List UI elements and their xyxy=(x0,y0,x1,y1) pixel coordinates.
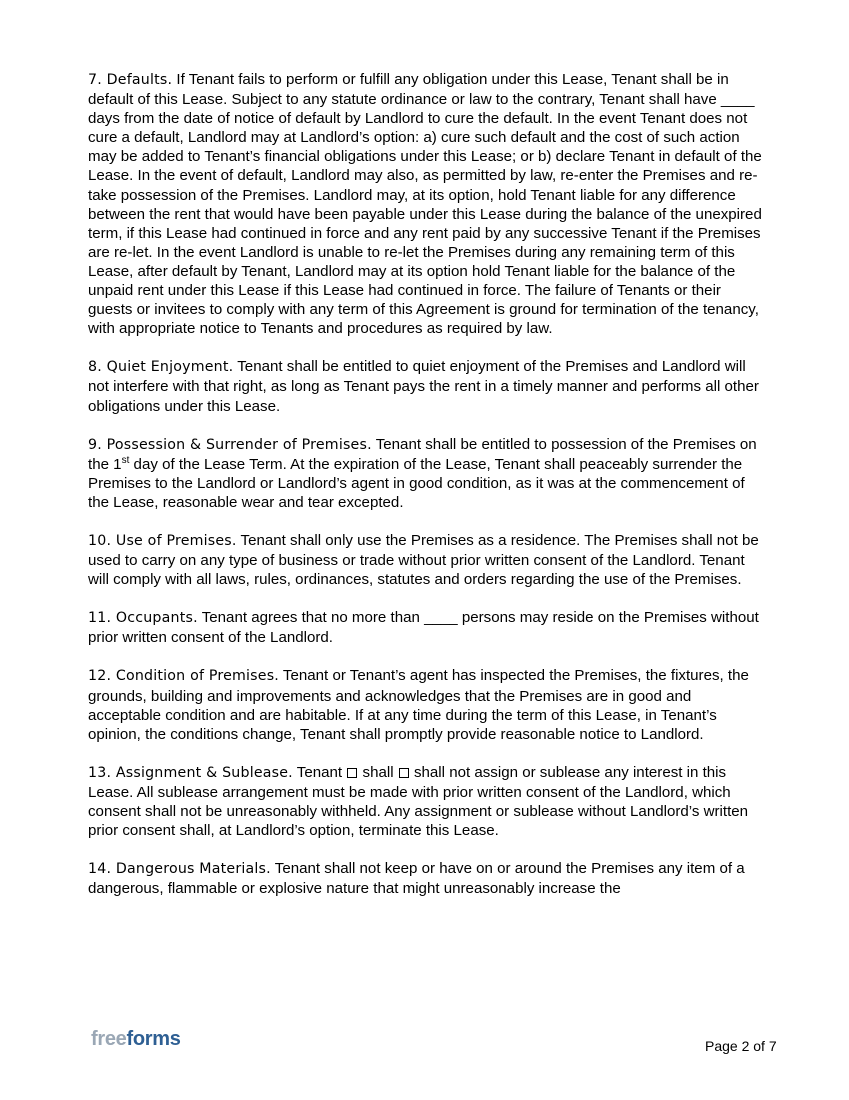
ordinal-suffix: st xyxy=(121,454,130,466)
section-text: Tenant shall be entitled to possession of the Premises on the 1 xyxy=(88,435,757,473)
section-text: Tenant shall not keep or have on or around the Premises any item of a dangerous, flammable or explosive nature that might unreasonably increase the xyxy=(88,860,745,898)
section-condition-of-premises xyxy=(88,666,768,743)
section-heading: 9. Possession & Surrender of Premises. xyxy=(88,436,372,453)
section-possession-surrender xyxy=(88,435,768,512)
section-heading: 10. Use of Premises. xyxy=(88,532,237,549)
section-heading: 13. Assignment & Sublease. xyxy=(88,764,293,781)
section-text: shall xyxy=(358,763,398,781)
section-heading: 12. Condition of Premises. xyxy=(88,668,280,685)
section-text: Tenant shall be entitled to quiet enjoyment of the Premises and Landlord will not interfere with that right, as long as Tenant pays the rent in a timely manner and performs all other obligations under this Lease. xyxy=(88,358,759,415)
document-body xyxy=(88,70,768,917)
logo-free-text: free xyxy=(91,1028,127,1050)
section-heading: 8. Quiet Enjoyment. xyxy=(88,359,234,376)
section-text: day of the Lease Term. At the expiration of the Lease, Tenant shall peaceably surrender the Premises to the Landlord or Landlord’s agent in good condition, as it was at the commencement of the Lease, reasonable wear and tear excepted. xyxy=(88,455,745,511)
logo-forms-text: forms xyxy=(126,1028,181,1050)
section-text: If Tenant fails to perform or fulfill any obligation under this Lease, Tenant shall be in default of this Lease. Subject to any statute ordinance or law to the contrary, Tenant shall have ____ days from the date of notice of default by Landlord to cure the default. In the event Tenant does not cure a default, Landlord may at Landlord’s option: a) cure such default and the cost of such action may be added to Tenant’s financial obligations under this Lease; or b) declare Tenant in default of the Lease. In the event of default, Landlord may also, as permitted by law, re-enter the Premises and re-take possession of the Premises. Landlord may, at its option, hold Tenant liable for any difference between the rent that would have been payable under this Lease during the balance of the unexpired term, if this Lease had continued in force and any rent paid by any successive Tenant if the Premises are re-let. In the event Landlord is unable to re-let the Premises during any remaining term of this Lease, after default by Tenant, Landlord may at its option hold Tenant liable for the balance of the unpaid rent under this Lease if this Lease had continued in force. The failure of Tenants or their guests or invitees to comply with any term of this Agreement is ground for termination of the tenancy, with appropriate notice to Tenants and procedures as required by law. xyxy=(88,71,762,338)
shall-not-checkbox[interactable] xyxy=(399,768,409,778)
section-text: Tenant shall only use the Premises as a residence. The Premises shall not be used to carry on any type of business or trade without prior written consent of the Landlord. Tenant will comply with all laws, rules, ordinances, statutes and orders regarding the use of the Premises. xyxy=(88,531,759,589)
shall-checkbox[interactable] xyxy=(347,768,357,778)
section-defaults xyxy=(88,70,768,338)
section-use-of-premises xyxy=(88,531,768,589)
section-occupants xyxy=(88,608,768,647)
section-dangerous-materials xyxy=(88,859,768,898)
section-heading: 7. Defaults. xyxy=(88,72,173,88)
page-number: Page 2 of 7 xyxy=(705,1038,777,1054)
section-heading: 11. Occupants. xyxy=(88,610,198,627)
section-quiet-enjoyment xyxy=(88,357,768,415)
section-text: Tenant agrees that no more than ____ persons may reside on the Premises without prior written consent of the Landlord. xyxy=(88,609,759,647)
section-text: Tenant or Tenant’s agent has inspected the Premises, the fixtures, the grounds, building and improvements and acknowledges that the Premises are in good and acceptable condition and are habitable. If at any time during the term of this Lease, in Tenant’s opinion, the conditions change, Tenant shall promptly provide reasonable notice to Landlord. xyxy=(88,667,749,743)
section-assignment-sublease xyxy=(88,763,768,840)
freeforms-logo xyxy=(91,1028,181,1051)
section-text: shall not assign or sublease any interest in this Lease. All sublease arrangement must be made with prior written consent of the Landlord, which consent shall not be unreasonably withheld. Any assignment or sublease without Landlord’s written prior consent shall, at Landlord’s option, terminate this Lease. xyxy=(88,763,749,840)
section-text: Tenant xyxy=(292,763,347,781)
section-heading: 14. Dangerous Materials. xyxy=(88,861,271,878)
